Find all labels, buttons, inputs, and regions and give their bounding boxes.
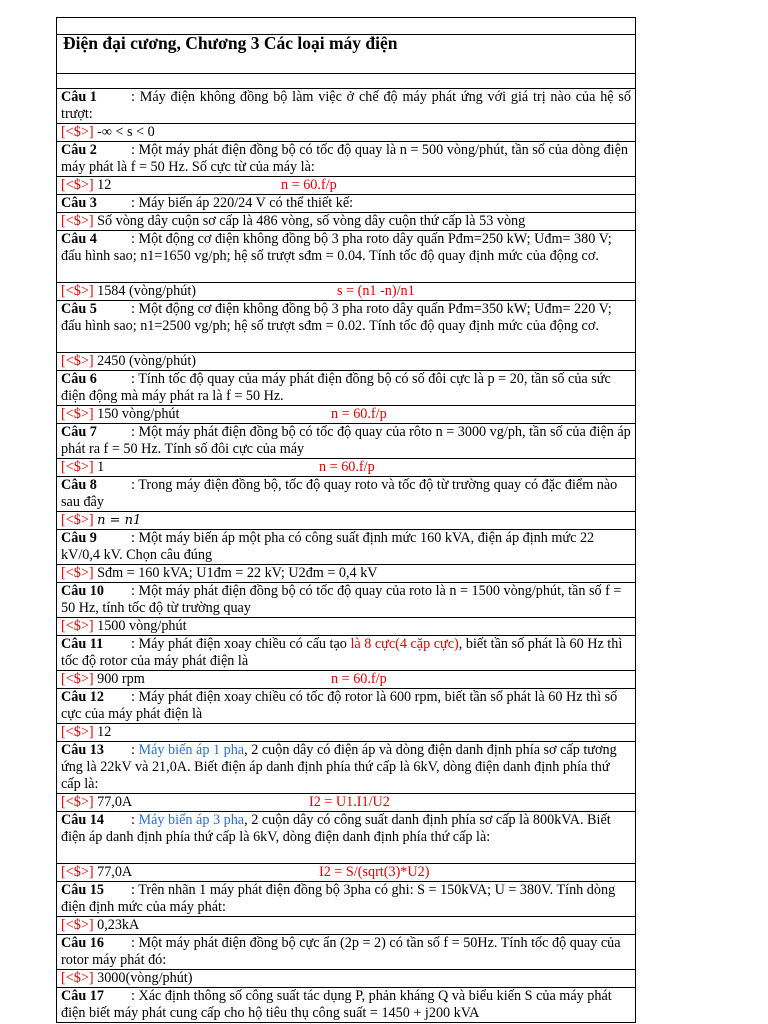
question-text: : Xác định thông số công suất tác dụng P, phản kháng Q và biểu kiến S của máy phát điện biết máy phát cung cấp cho hộ tiêu thụ công suất = 1450 + j200 kVA [61, 988, 612, 1021]
question-row [57, 988, 636, 1023]
answer-text: Số vòng dây cuộn sơ cấp là 486 vòng, số vòng dây cuộn thứ cấp là 53 vòng [97, 213, 526, 229]
question-label: Câu 7 [61, 424, 97, 440]
question-text: : Một máy phát điện đồng bộ có tốc độ quay là n = 500 vòng/phút, tần số của dòng điện máy phát là f = 50 Hz. Số cực từ của máy là: [61, 142, 628, 175]
question-highlight: Máy biến áp 1 pha [138, 742, 245, 758]
answer-row [57, 353, 636, 371]
question-text: : Một máy phát điện đồng bộ có tốc độ quay của roto là n = 1500 vòng/phút, tần số f = 50 Hz, tính tốc độ từ trường quay [61, 583, 622, 616]
answer-tag: [<$>] [61, 864, 94, 880]
question-label: Câu 5 [61, 301, 97, 317]
question-text: : Một máy phát điện đồng bộ có tốc độ quay của rôto n = 3000 vg/ph, tần số của điện áp phát ra f = 50 Hz. Tính số đôi cực của máy [61, 424, 631, 457]
answer-row [57, 917, 636, 935]
document-page [56, 17, 636, 1023]
question-text: : Máy biến áp 220/24 V có thể thiết kế: [131, 195, 354, 211]
formula-note: n = 60.f/p [281, 177, 337, 193]
answer-row [57, 213, 636, 231]
document-title: Điện đại cương, Chương 3 Các loại máy điện [63, 34, 398, 53]
question-row [57, 231, 636, 283]
formula-note: n = 60.f/p [331, 406, 387, 422]
question-row [57, 89, 636, 124]
answer-tag: [<$>] [61, 406, 94, 422]
answer-text: 1584 (vòng/phút) [97, 283, 197, 299]
question-text: : Máy phát điện xoay chiều có tốc độ rotor là 600 rpm, biết tần số phát là 60 Hz thì số cực của máy phát điện là [61, 689, 618, 722]
answer-row [57, 406, 636, 424]
question-text: : Một động cơ điện không đồng bộ 3 pha roto dây quấn Pđm=350 kW; Uđm= 220 V; đấu hình sao; n1=2500 vg/ph; hệ số trượt sđm = 0.02. Tính tốc độ quay định mức của động cơ. [61, 301, 612, 334]
question-row [57, 371, 636, 406]
answer-tag: [<$>] [61, 213, 94, 229]
question-text: : Một máy biến áp một pha có công suất định mức 160 kVA, điện áp định mức 22 kV/0,4 kV. Chọn câu đúng [61, 530, 595, 563]
question-text: : Trong máy điện đồng bộ, tốc độ quay roto và tốc độ từ trường quay có đặc điểm nào sau đây [61, 477, 618, 510]
question-label: Câu 1 [61, 89, 97, 105]
formula-note: I2 = S/(sqrt(3)*U2) [319, 864, 430, 880]
answer-text: 12 [97, 177, 112, 193]
answer-tag: [<$>] [61, 283, 94, 299]
answer-row [57, 618, 636, 636]
question-text: : Tính tốc độ quay của máy phát điện đồng bộ có số đôi cực là p = 20, tần số của sức điện động mà máy phát ra là f = 50 Hz. [61, 371, 611, 404]
question-label: Câu 15 [61, 882, 104, 898]
question-row [57, 424, 636, 459]
answer-row [57, 512, 636, 530]
answer-tag: [<$>] [61, 970, 94, 986]
answer-text: 1 [97, 459, 105, 475]
answer-tag: [<$>] [61, 917, 94, 933]
question-label: Câu 6 [61, 371, 97, 387]
question-label: Câu 11 [61, 636, 104, 652]
answer-text: -∞ < s < 0 [97, 124, 155, 140]
blank-row [57, 18, 636, 35]
question-label: Câu 2 [61, 142, 97, 158]
question-row [57, 142, 636, 177]
answer-text: Sđm = 160 kVA; U1đm = 22 kV; U2đm = 0,4 kV [97, 565, 378, 581]
answer-tag: [<$>] [61, 724, 94, 740]
answer-text: 900 rpm [97, 671, 145, 687]
question-text: , 2 cuộn dây có công suất danh định phía sơ cấp là 800kVA. Biết điện áp danh định phía thứ cấp là 6kV, dòng điện danh định phía thứ cấp là: [61, 812, 611, 845]
formula-note: n = 60.f/p [331, 671, 387, 687]
question-label: Câu 3 [61, 195, 97, 211]
question-text: : Một động cơ điện không đồng bộ 3 pha roto dây quấn Pđm=250 kW; Uđm= 380 V; đấu hình sao; n1=1650 vg/ph; hệ số trượt sđm = 0.04. Tính tốc độ quay định mức của động cơ. [61, 231, 612, 264]
question-row [57, 636, 636, 671]
answer-tag: [<$>] [61, 671, 94, 687]
question-text: : [131, 742, 139, 758]
question-row [57, 301, 636, 353]
question-label: Câu 13 [61, 742, 104, 758]
answer-row [57, 864, 636, 882]
question-label: Câu 17 [61, 988, 104, 1004]
question-text: : Một máy phát điện đồng bộ cực ẩn (2p = 2) có tần số f = 50Hz. Tính tốc độ quay của rotor máy phát đó: [61, 935, 621, 968]
answer-row [57, 724, 636, 742]
answer-row [57, 283, 636, 301]
question-row [57, 882, 636, 917]
question-label: Câu 12 [61, 689, 104, 705]
formula-note: n = 60.f/p [319, 459, 375, 475]
answer-text: 3000(vòng/phút) [97, 970, 193, 986]
question-row [57, 689, 636, 724]
answer-row [57, 177, 636, 195]
question-highlight: Máy biến áp 3 pha [138, 812, 245, 828]
question-text: , 2 cuộn dây có điện áp và dòng điện danh định phía sơ cấp tương ứng là 22kV và 21,0A. Biết điện áp danh định phía thứ cấp là 6kV, dòng điện danh định phía thứ cấp là: [61, 742, 617, 792]
answer-row [57, 124, 636, 142]
question-row [57, 583, 636, 618]
question-text: : Máy phát điện xoay chiều có cấu tạo [131, 636, 351, 652]
answer-text: 0,23kA [97, 917, 140, 933]
answer-tag: [<$>] [61, 618, 94, 634]
question-label: Câu 9 [61, 530, 97, 546]
question-label: Câu 10 [61, 583, 104, 599]
answer-text: 12 [97, 724, 112, 740]
answer-text: 77,0A [97, 794, 133, 810]
question-row [57, 935, 636, 970]
question-highlight: là 8 cực(4 cặp cực) [350, 636, 459, 652]
question-row [57, 530, 636, 565]
question-row [57, 477, 636, 512]
question-text: : Máy điện không đồng bộ làm việc ở chế độ máy phát ứng với giá trị nào của hệ số trượt: [61, 89, 631, 122]
answer-text: 150 vòng/phút [97, 406, 180, 422]
formula-note: s = (n1 -n)/n1 [337, 283, 415, 299]
answer-row [57, 565, 636, 583]
answer-text: n = n1 [97, 513, 142, 528]
answer-row [57, 671, 636, 689]
answer-tag: [<$>] [61, 512, 94, 528]
answer-row [57, 794, 636, 812]
answer-text: 1500 vòng/phút [97, 618, 187, 634]
blank-row [57, 74, 636, 89]
answer-text: 77,0A [97, 864, 133, 880]
title-row [57, 35, 636, 74]
answer-row [57, 459, 636, 477]
question-row [57, 812, 636, 864]
question-label: Câu 4 [61, 231, 97, 247]
answer-tag: [<$>] [61, 794, 94, 810]
formula-note: I2 = U1.I1/U2 [309, 794, 390, 810]
answer-row [57, 970, 636, 988]
answer-tag: [<$>] [61, 177, 94, 193]
question-table [56, 17, 636, 1023]
question-text: : Trên nhãn 1 máy phát điện đồng bộ 3pha có ghi: S = 150kVA; U = 380V. Tính dòng điện định mức của máy phát: [61, 882, 616, 915]
answer-tag: [<$>] [61, 124, 94, 140]
question-label: Câu 14 [61, 812, 104, 828]
answer-tag: [<$>] [61, 353, 94, 369]
answer-tag: [<$>] [61, 565, 94, 581]
question-text: : [131, 812, 139, 828]
answer-text: 2450 (vòng/phút) [97, 353, 197, 369]
question-label: Câu 16 [61, 935, 104, 951]
question-label: Câu 8 [61, 477, 97, 493]
question-text: , biết tần số phát là 60 Hz thì tốc độ rotor của máy phát điện là [61, 636, 623, 669]
question-row [57, 195, 636, 213]
answer-tag: [<$>] [61, 459, 94, 475]
question-row [57, 742, 636, 794]
